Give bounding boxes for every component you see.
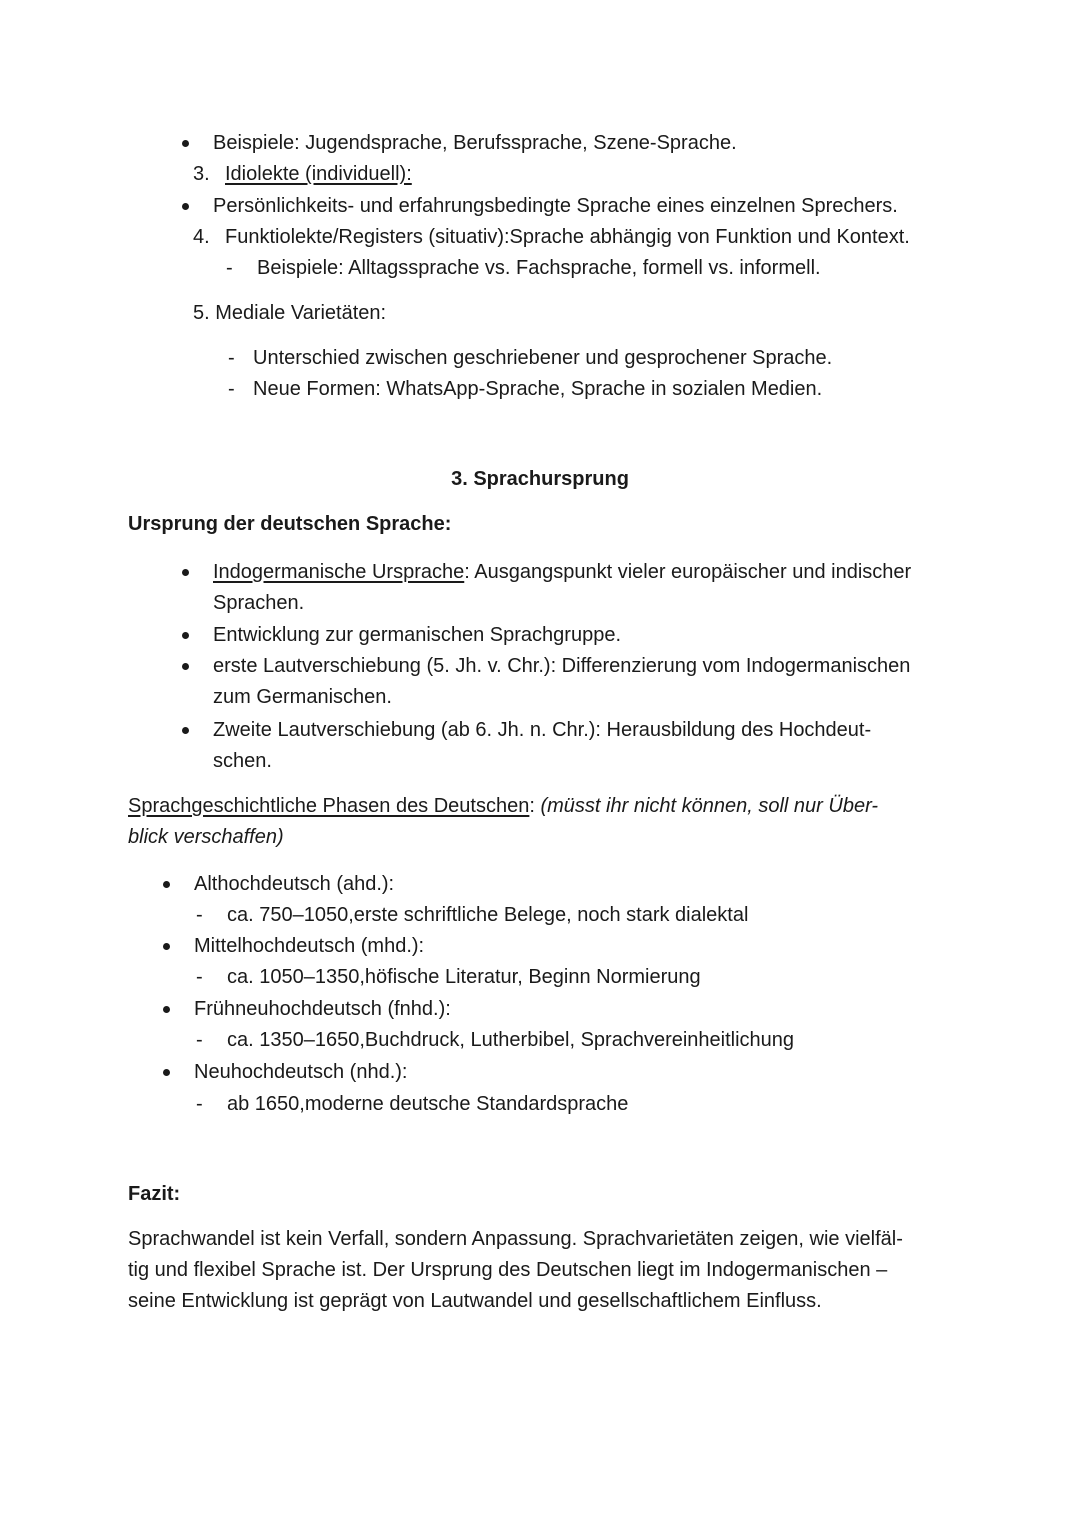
list-item-cont: schen. [213,750,272,772]
bullet-icon [182,632,189,639]
phases-title: Sprachgeschichtliche Phasen des Deutschen [128,795,530,817]
bullet-icon [182,203,189,210]
item-text: : Ausgangspunkt vieler europäischer und indischer [464,561,912,583]
list-item-cont: Sprachen. [213,592,305,614]
fazit-title: Fazit: [128,1183,181,1205]
phase-name: Neuhochdeutsch (nhd.): [194,1061,408,1083]
bullet-icon [182,569,189,576]
bullet-icon [163,1006,170,1013]
bullet-icon [163,881,170,888]
phase-detail: ca. 1350–1650,Buchdruck, Lutherbibel, Sprachvereinheitlichung [227,1029,795,1051]
phases-note-cont: blick verschaffen) [128,826,284,848]
bullet-icon [163,943,170,950]
section-title: Idiolekte (individuell): [225,163,412,185]
list-item: Beispiele: Alltagssprache vs. Fachsprache, formell vs. informell. [257,257,821,279]
phase-detail: ca. 1050–1350,höfische Literatur, Beginn Normierung [227,966,701,988]
list-item: erste Lautverschiebung (5. Jh. v. Chr.): Differenzierung vom Indogermanischen [213,655,911,677]
dash: - [228,347,235,369]
phases-note: (müsst ihr nicht können, soll nur Über- [540,795,879,817]
fazit-line: Sprachwandel ist kein Verfall, sondern Anpassung. Sprachvarietäten zeigen, wie vielfäl- [128,1228,903,1250]
phase-detail: ca. 750–1050,erste schriftliche Belege, noch stark dialektal [227,904,749,926]
dash: - [228,378,235,400]
list-item: Unterschied zwischen geschriebener und gesprochener Sprache. [253,347,833,369]
bullet-icon [182,663,189,670]
term: Indogermanische Ursprache [213,561,465,583]
list-item: Zweite Lautverschiebung (ab 6. Jh. n. Chr.): Herausbildung des Hochdeut- [213,719,872,741]
fazit-line: tig und flexibel Sprache ist. Der Ursprung des Deutschen liegt im Indogermanischen – [128,1259,888,1281]
list-item: Entwicklung zur germanischen Sprachgruppe. [213,624,621,646]
colon: : [529,795,535,817]
phase-detail: ab 1650,moderne deutsche Standardsprache [227,1093,629,1115]
fazit-line: seine Entwicklung ist geprägt von Lautwandel und gesellschaftlichem Einfluss. [128,1290,822,1312]
dash: - [226,257,233,279]
subheading: Ursprung der deutschen Sprache: [128,513,452,535]
bullet-icon [163,1069,170,1076]
dash: - [196,1029,203,1051]
list-item [213,557,911,587]
list-item-cont: zum Germanischen. [213,686,392,708]
bullet-icon [182,727,189,734]
phase-name: Althochdeutsch (ahd.): [194,873,395,895]
section-heading: 3. Sprachursprung [451,468,629,490]
dash: - [196,1093,203,1115]
list-item: Persönlichkeits- und erfahrungsbedingte Sprache eines einzelnen Sprechers. [213,195,898,217]
dash: - [196,966,203,988]
section-title: 5. Mediale Varietäten: [193,302,387,324]
bullet-icon [182,140,189,147]
list-item: Neue Formen: WhatsApp-Sprache, Sprache in sozialen Medien. [253,378,823,400]
dash: - [196,904,203,926]
list-item: Beispiele: Jugendsprache, Berufssprache, Szene-Sprache. [213,132,737,154]
list-number: 3. [193,163,210,185]
phase-name: Frühneuhochdeutsch (fnhd.): [194,998,451,1020]
section-title: Funktiolekte/Registers (situativ):Sprache abhängig von Funktion und Kontext. [225,226,910,248]
phases-title-line [128,791,878,821]
phase-name: Mittelhochdeutsch (mhd.): [194,935,425,957]
list-number: 4. [193,226,210,248]
